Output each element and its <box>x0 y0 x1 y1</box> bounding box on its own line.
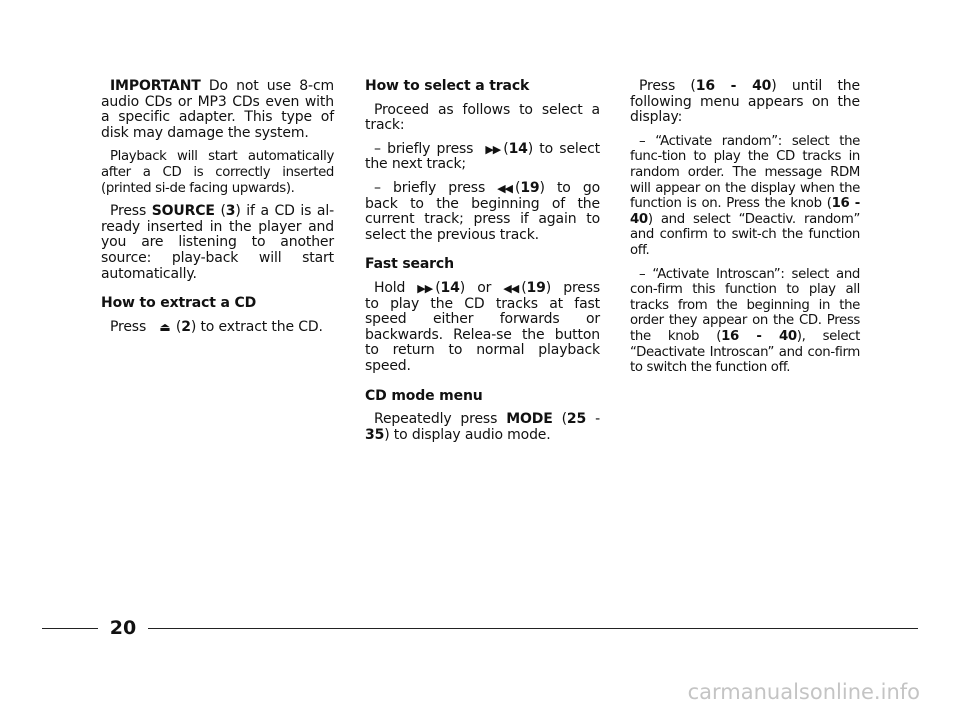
important-notice: IMPORTANT Do not use 8-cm audio CDs or MP3 CDs even with a specific adapter. This type of disk may damage the system. <box>101 78 334 141</box>
watermark: carmanualsonline.info <box>687 680 920 704</box>
eject-icon: ⏏ <box>159 319 171 334</box>
menu-intro-paragraph: Press (16 - 40) until the following menu appears on the display: <box>630 78 860 126</box>
source-paragraph: Press SOURCE (3) if a CD is al-ready inserted in the player and you are listening to another source: play-back will start automatically. <box>101 203 334 282</box>
cd-mode-paragraph: Repeatedly press MODE (25 - 35) to display audio mode. <box>365 411 600 443</box>
source-key: SOURCE <box>151 203 215 220</box>
heading-select-track: How to select a track <box>365 78 530 94</box>
previous-track-paragraph: – briefly press ◀◀ (19) to go back to the beginning of the current track; press if again to select the previous track. <box>365 179 600 243</box>
fast-forward-icon: ▶▶ <box>485 142 501 156</box>
rewind-icon: ◀◀ <box>503 281 519 295</box>
heading-extract-cd: How to extract a CD <box>101 295 257 312</box>
select-track-intro: Proceed as follows to select a track: <box>365 101 600 134</box>
footer-rule-left <box>42 628 98 629</box>
column-left <box>101 79 334 343</box>
next-track-paragraph: – briefly press ▶▶ (14) to select the next track; <box>365 140 600 173</box>
column-right <box>630 79 860 384</box>
fast-search-paragraph: Hold ▶▶ (14) or ◀◀ (19) press to play the CD tracks at fast speed either forwards or backwards. Relea-se the button to return to normal playback speed. <box>365 279 600 374</box>
heading-fast-search: Fast search <box>365 256 454 273</box>
activate-introscan-paragraph: – “Activate Introscan”: select and con-firm this function to play all tracks from the beginning in the order they appear on the CD. Press the knob (16 - 40), select “Deactivate Introscan” and con-firm to switch the function off. <box>630 266 860 376</box>
playback-auto-paragraph: Playback will start automatically after a CD is correctly inserted (printed si-de facing upwards). <box>101 149 334 196</box>
page-number: 20 <box>109 617 137 639</box>
mode-key: MODE <box>506 411 553 428</box>
extract-paragraph: Press ⏏ (2) to extract the CD. <box>110 318 323 335</box>
column-middle <box>365 79 600 451</box>
heading-cd-mode-menu: CD mode menu <box>365 387 483 404</box>
important-label: IMPORTANT <box>110 78 201 94</box>
rewind-icon: ◀◀ <box>497 181 513 195</box>
activate-random-paragraph: – “Activate random”: select the func-tion to play the CD tracks in random order. The message RDM will appear on the display when the function is on. Press the knob (16 - 40) and select “Deactiv. random” and confirm to swit-ch the function off. <box>630 133 860 258</box>
fast-forward-icon: ▶▶ <box>417 281 433 295</box>
footer-rule-right <box>148 628 918 629</box>
